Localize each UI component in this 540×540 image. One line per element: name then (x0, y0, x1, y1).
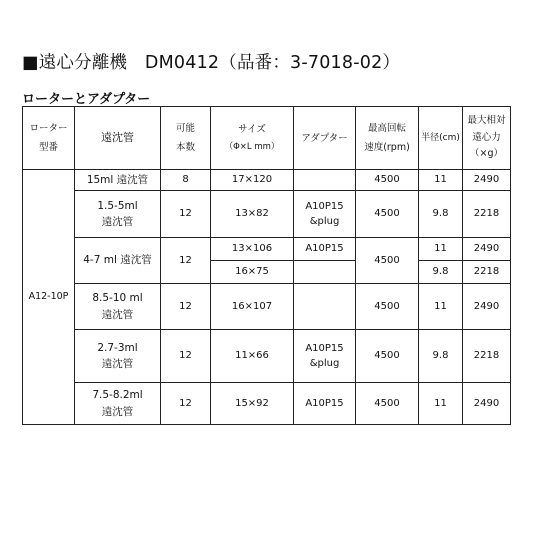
header-rotor-model-line1: ローター (29, 123, 68, 134)
header-rcf-line1: 最大相対 (467, 115, 506, 127)
table-row (23, 170, 511, 191)
tube-text-line1: 8.5-10 ml (92, 292, 143, 305)
rcf-cell: 2490 (463, 284, 511, 330)
tube-cell (75, 238, 161, 284)
size-cell: 16×75 (211, 261, 294, 284)
tube-text: 15ml 遠沈管 (86, 173, 149, 186)
header-tube: 遠沈管 (75, 107, 161, 170)
page-title: ■遠心分離機 DM0412（品番：3-7018-02） (22, 53, 401, 73)
adapter-cell (294, 191, 356, 238)
table-row (23, 284, 511, 330)
header-radius: 半径(cm) (419, 107, 463, 170)
header-size-line1: サイズ (238, 124, 266, 135)
size-cell: 11×66 (211, 330, 294, 383)
header-size-line2: （Φ×L mm） (224, 142, 280, 152)
header-max-speed-line2: 速度(rpm) (364, 142, 410, 153)
header-rcf (463, 107, 511, 170)
rotor-adapter-table (22, 106, 511, 425)
adapter-text: A10P15 (305, 397, 344, 409)
capacity-cell: 12 (161, 284, 211, 330)
tube-text-line2: 遠沈管 (101, 308, 134, 321)
header-rcf-line2: 遠心力 (472, 131, 501, 143)
speed-cell: 4500 (356, 191, 419, 238)
capacity-cell: 12 (161, 191, 211, 238)
speed-cell: 4500 (356, 238, 419, 284)
header-adapter: アダプター (294, 107, 356, 170)
table-row (23, 383, 511, 425)
header-capacity-line1: 可能 (175, 123, 195, 134)
tube-text-line2: 遠沈管 (101, 358, 134, 370)
header-max-speed-line1: 最高回転 (367, 123, 406, 134)
rcf-cell: 2218 (463, 261, 511, 284)
adapter-cell (294, 284, 356, 330)
adapter-cell (294, 238, 356, 261)
rcf-cell: 2218 (463, 191, 511, 238)
table-row (23, 191, 511, 238)
size-cell: 15×92 (211, 383, 294, 425)
table-row (23, 238, 511, 261)
tube-text-line2: 遠沈管 (101, 405, 134, 418)
capacity-cell: 12 (161, 238, 211, 284)
rcf-cell: 2490 (463, 383, 511, 425)
section-subtitle: ローターとアダプター (22, 92, 151, 107)
adapter-cell (294, 261, 356, 284)
header-rotor-model (23, 107, 75, 170)
radius-cell: 9.8 (419, 191, 463, 238)
header-size (211, 107, 294, 170)
header-capacity (161, 107, 211, 170)
capacity-cell: 8 (161, 170, 211, 191)
adapter-cell (294, 330, 356, 383)
radius-cell: 9.8 (419, 330, 463, 383)
speed-cell: 4500 (356, 170, 419, 191)
adapter-text-line2: &plug (309, 216, 340, 227)
table-row (23, 330, 511, 383)
tube-cell (75, 284, 161, 330)
adapter-text-line1: A10P15 (305, 342, 344, 354)
radius-cell: 9.8 (419, 261, 463, 284)
rcf-cell: 2218 (463, 330, 511, 383)
tube-cell (75, 191, 161, 238)
rcf-cell: 2490 (463, 170, 511, 191)
adapter-cell (294, 170, 356, 191)
capacity-cell: 12 (161, 330, 211, 383)
tube-text-line1: 7.5-8.2ml (92, 389, 143, 402)
size-cell: 17×120 (211, 170, 294, 191)
header-capacity-line2: 本数 (175, 142, 195, 153)
tube-text-line2: 遠沈管 (101, 216, 134, 228)
tube-cell (75, 383, 161, 425)
adapter-text: A10P15 (305, 243, 344, 255)
tube-text-line1: 1.5-5ml (97, 199, 138, 212)
header-rotor-model-line2: 型番 (38, 142, 58, 153)
speed-cell: 4500 (356, 284, 419, 330)
size-cell: 13×82 (211, 191, 294, 238)
tube-text: 4-7 ml 遠沈管 (83, 254, 152, 267)
tube-cell (75, 170, 161, 191)
adapter-text-line1: A10P15 (305, 200, 344, 212)
header-max-speed (356, 107, 419, 170)
speed-cell: 4500 (356, 383, 419, 425)
radius-cell: 11 (419, 383, 463, 425)
header-rcf-line3: （×g） (470, 148, 503, 160)
tube-cell (75, 330, 161, 383)
rcf-cell: 2490 (463, 238, 511, 261)
radius-cell: 11 (419, 170, 463, 191)
speed-cell: 4500 (356, 330, 419, 383)
table-header-row (23, 107, 511, 170)
size-cell: 16×107 (211, 284, 294, 330)
adapter-text-line2: &plug (309, 358, 340, 369)
tube-text-line1: 2.7-3ml (97, 341, 138, 354)
capacity-cell: 12 (161, 383, 211, 425)
size-cell: 13×106 (211, 238, 294, 261)
radius-cell: 11 (419, 238, 463, 261)
rotor-model-cell: A12-10P (23, 170, 75, 425)
adapter-cell (294, 383, 356, 425)
radius-cell: 11 (419, 284, 463, 330)
